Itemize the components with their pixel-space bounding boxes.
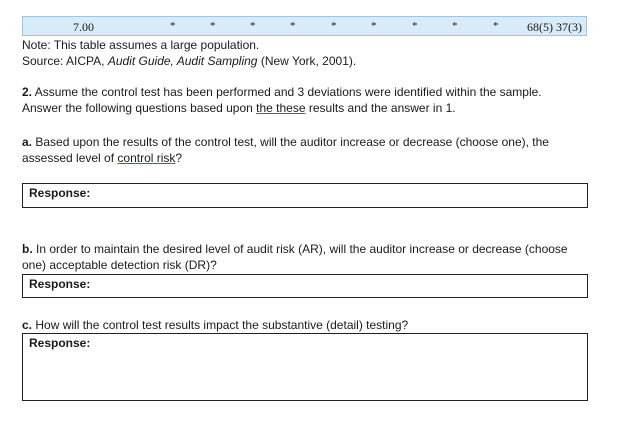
- question-2-line2-b: results and the answer in 1.: [305, 101, 456, 115]
- table-row: [22, 16, 587, 36]
- table-cell-star: *: [210, 20, 216, 32]
- question-a-line1: Based upon the results of the control test, will the auditor increase or decrease (choose one), the: [32, 135, 549, 149]
- question-a: [22, 134, 597, 166]
- table-source: [22, 54, 356, 68]
- question-2-link: the these: [256, 101, 306, 115]
- question-a-line2-a: assessed level of: [22, 151, 118, 165]
- response-label: Response:: [29, 336, 91, 350]
- question-2-number: 2.: [22, 85, 33, 99]
- response-label: Response:: [29, 277, 91, 291]
- table-cell-star: *: [290, 20, 296, 32]
- question-a-label: a.: [22, 135, 33, 149]
- response-label: Response:: [29, 186, 91, 200]
- table-cell-star: *: [452, 20, 458, 32]
- response-box-c[interactable]: [22, 333, 588, 401]
- table-note: Note: This table assumes a large population.: [22, 38, 260, 52]
- table-cell-star: *: [493, 20, 499, 32]
- question-b: [22, 241, 597, 273]
- question-c: [22, 317, 597, 333]
- question-2: [22, 84, 597, 116]
- question-b-label: b.: [22, 242, 33, 256]
- table-cell-last: 68(5) 37(3): [527, 20, 582, 34]
- question-a-link: control risk: [117, 151, 176, 165]
- source-suffix: (New York, 2001).: [257, 54, 357, 68]
- table-cell-first: 7.00: [73, 20, 94, 34]
- question-b-line1: In order to maintain the desired level of audit risk (AR), will the auditor increase or decrease (choose: [32, 242, 568, 256]
- table-cell-star: *: [170, 20, 176, 32]
- response-box-a[interactable]: [22, 183, 588, 208]
- response-box-b[interactable]: [22, 274, 588, 298]
- question-c-line1: How will the control test results impact the substantive (detail) testing?: [32, 318, 409, 332]
- question-2-line1: Assume the control test has been performed and 3 deviations were identified within the sample.: [32, 85, 542, 99]
- table-cell-star: *: [371, 20, 377, 32]
- table-cell-star: *: [250, 20, 256, 32]
- source-title: Audit Guide, Audit Sampling: [107, 54, 258, 68]
- question-a-line2-b: ?: [175, 151, 183, 165]
- table-cell-star: *: [412, 20, 418, 32]
- question-2-line2-a: Answer the following questions based upon: [22, 101, 257, 115]
- table-cell-star: *: [331, 20, 337, 32]
- question-b-line2: one) acceptable detection risk (DR)?: [22, 258, 217, 272]
- question-c-label: c.: [22, 318, 33, 332]
- source-prefix: Source: AICPA,: [22, 54, 108, 68]
